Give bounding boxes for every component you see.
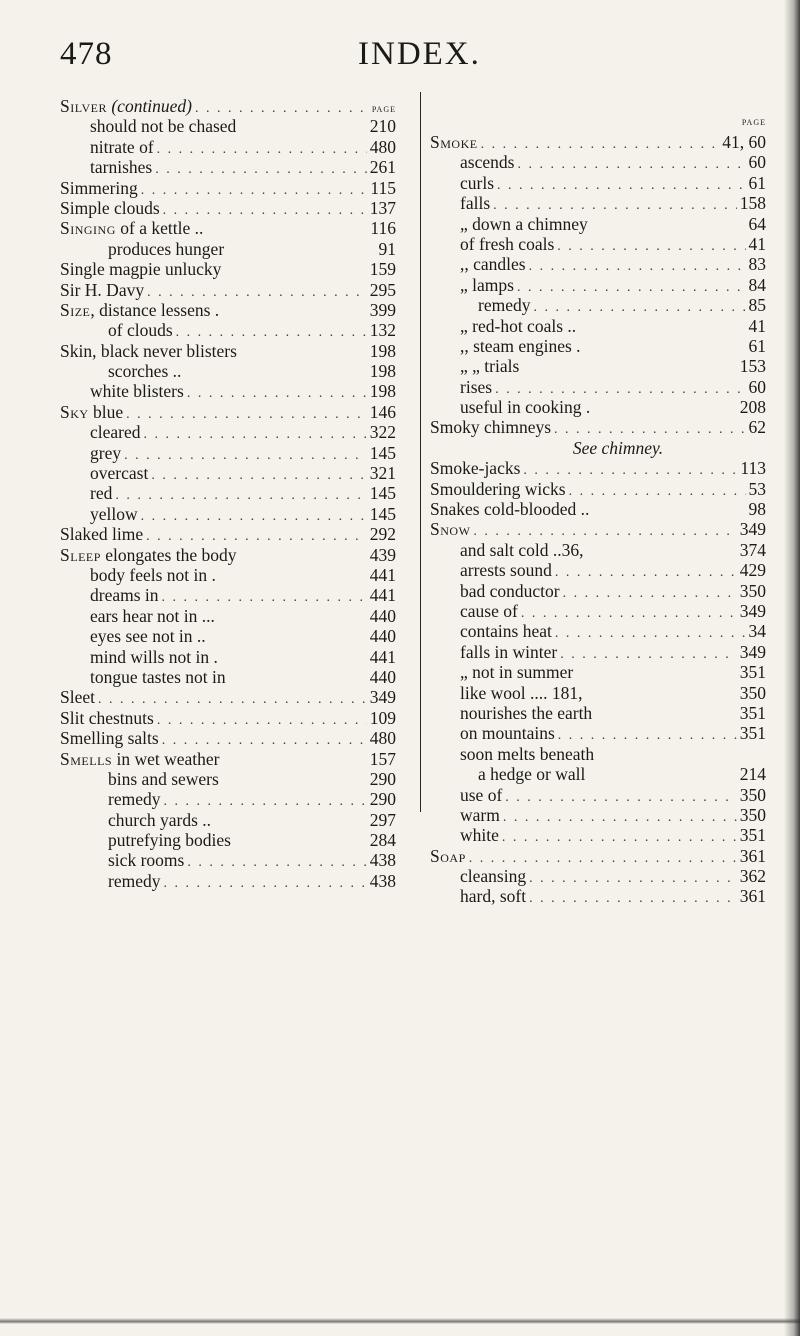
index-entry xyxy=(60,504,396,524)
entry-label: eyes see not in .. xyxy=(90,626,206,647)
index-entry xyxy=(430,581,766,601)
index-entry xyxy=(60,708,396,728)
index-entry xyxy=(430,805,766,825)
entry-label: nourishes the earth xyxy=(460,702,593,723)
index-entry xyxy=(60,830,396,850)
index-entry xyxy=(60,626,396,646)
page-ref: 214 xyxy=(739,764,766,785)
entry-label: hard, soft xyxy=(460,886,527,907)
page-ref: 361 xyxy=(739,845,766,866)
index-entry xyxy=(60,280,396,300)
page-ref: 145 xyxy=(369,442,396,463)
page-ref: 439 xyxy=(369,544,396,565)
dot-leader xyxy=(157,140,367,160)
page-ref: 351 xyxy=(739,702,766,723)
index-entry xyxy=(430,214,766,234)
dot-leader xyxy=(521,604,737,624)
index-entry xyxy=(430,173,766,193)
dot-leader xyxy=(502,828,737,848)
index-entry xyxy=(60,585,396,605)
page-ref: 440 xyxy=(369,605,396,626)
page-ref: 208 xyxy=(739,397,766,418)
index-entry xyxy=(60,96,396,116)
page-ref: 84 xyxy=(748,274,766,295)
index-entry xyxy=(60,687,396,707)
index-entry xyxy=(60,422,396,442)
page-ref: 198 xyxy=(369,381,396,402)
entry-label: tongue tastes not in xyxy=(90,666,226,687)
page-ref: 284 xyxy=(369,830,396,851)
page-ref: 61 xyxy=(748,172,766,193)
page-ref: 290 xyxy=(369,789,396,810)
dot-leader xyxy=(529,889,737,909)
entry-label: See chimney. xyxy=(572,437,664,458)
index-entry xyxy=(430,132,766,152)
entry-label: Silver (continued) xyxy=(60,96,193,116)
page-header xyxy=(0,36,800,80)
entry-label: cause of xyxy=(460,600,518,621)
dot-leader xyxy=(126,405,367,425)
index-entry xyxy=(60,259,396,279)
entry-label: ears hear not in ... xyxy=(90,605,215,626)
page-ref: 480 xyxy=(369,136,396,157)
page-ref: 438 xyxy=(369,870,396,891)
entry-label: Sleet xyxy=(60,687,95,708)
dot-leader xyxy=(529,869,737,889)
page-ref: 297 xyxy=(369,809,396,830)
dot-leader xyxy=(557,237,745,257)
entry-label: Skin, black never blisters xyxy=(60,340,237,361)
page-ref: 62 xyxy=(748,417,766,438)
entry-label: should not be chased xyxy=(90,116,237,137)
index-entry xyxy=(60,871,396,891)
index-entry xyxy=(430,723,766,743)
page-ref: 109 xyxy=(369,707,396,728)
page-ref: 374 xyxy=(739,539,766,560)
page-ref: 429 xyxy=(739,560,766,581)
index-entry xyxy=(430,744,766,764)
page-ref: 41 xyxy=(748,315,766,336)
entry-label: rises xyxy=(460,376,493,397)
page-ref: 350 xyxy=(739,682,766,703)
index-entry xyxy=(60,789,396,809)
index-entry xyxy=(60,545,396,565)
dot-leader xyxy=(560,645,737,665)
entry-label: warm xyxy=(460,804,500,825)
entry-label: Smoky chimneys xyxy=(430,417,552,438)
entry-label: cleansing xyxy=(460,866,527,887)
entry-label: Smoke-jacks xyxy=(430,458,521,479)
index-entry xyxy=(60,320,396,340)
index-entry xyxy=(430,540,766,560)
page-ref: page xyxy=(371,103,396,115)
page-ref: 157 xyxy=(369,748,396,769)
index-entry xyxy=(60,361,396,381)
page-ref: 153 xyxy=(739,356,766,377)
entry-label: bad conductor xyxy=(460,580,560,601)
entry-label: arrests sound xyxy=(460,560,552,581)
index-column-left xyxy=(60,96,396,891)
page-ref: 441 xyxy=(369,646,396,667)
index-entry xyxy=(430,662,766,682)
page-ref: 362 xyxy=(739,866,766,887)
dot-leader xyxy=(481,135,720,155)
page-ref: 322 xyxy=(369,422,396,443)
page-ref: 399 xyxy=(369,299,396,320)
index-entry xyxy=(60,300,396,320)
page-ref: 261 xyxy=(369,157,396,178)
entry-label: „ not in summer xyxy=(460,662,574,683)
dot-leader xyxy=(157,711,367,731)
index-entry xyxy=(60,810,396,830)
page-ref: 349 xyxy=(739,519,766,540)
column-divider xyxy=(420,92,421,812)
index-entry xyxy=(430,234,766,254)
dot-leader xyxy=(187,384,367,404)
page-ref: 115 xyxy=(370,177,396,198)
page-ref: 159 xyxy=(369,259,396,280)
dot-leader xyxy=(517,278,746,298)
index-entry xyxy=(60,218,396,238)
entry-label: tarnishes xyxy=(90,157,153,178)
index-entry xyxy=(60,647,396,667)
index-entry xyxy=(430,417,766,437)
page-ref: 113 xyxy=(740,458,766,479)
index-entry xyxy=(60,178,396,198)
dot-leader xyxy=(141,507,367,527)
entry-label: nitrate of xyxy=(90,136,154,157)
page-ref: 91 xyxy=(378,238,396,259)
page-ref: 34 xyxy=(748,621,766,642)
page-ref: 60 xyxy=(748,152,766,173)
page-ref: 53 xyxy=(748,478,766,499)
index-entry xyxy=(430,499,766,519)
entry-label: ascends xyxy=(460,152,515,173)
index-entry xyxy=(60,443,396,463)
index-entry xyxy=(430,601,766,621)
page-ref: 146 xyxy=(369,401,396,422)
entry-label: „ down a chimney xyxy=(460,213,588,234)
index-entry xyxy=(430,846,766,866)
entry-label: „ red-hot coals .. xyxy=(460,315,577,336)
index-entry xyxy=(430,458,766,478)
entry-label: on mountains xyxy=(460,723,555,744)
page-ref: 198 xyxy=(369,340,396,361)
index-entry xyxy=(430,397,766,417)
page-ref: 137 xyxy=(369,197,396,218)
column-head-page: page xyxy=(741,116,766,128)
entry-label: Smells in wet weather xyxy=(60,748,220,769)
entry-label: of clouds xyxy=(108,320,173,341)
entry-label: soon melts beneath xyxy=(460,743,595,764)
entry-label: „ „ trials xyxy=(460,356,520,377)
index-entry xyxy=(430,703,766,723)
page-ref: 41 xyxy=(748,233,766,254)
dot-leader xyxy=(505,788,736,808)
page-ref: 351 xyxy=(739,723,766,744)
dot-leader xyxy=(187,853,366,873)
page-bottom-edge xyxy=(0,1318,800,1324)
page-ref: 210 xyxy=(369,116,396,137)
entry-label: white blisters xyxy=(90,381,184,402)
entry-label: falls xyxy=(460,193,491,214)
entry-label: ,, candles xyxy=(460,254,526,275)
entry-label: use of xyxy=(460,784,503,805)
index-entry xyxy=(430,519,766,539)
see-also-entry xyxy=(430,438,766,458)
index-entry xyxy=(430,377,766,397)
entry-label: Smouldering wicks xyxy=(430,478,566,499)
page-ref: 440 xyxy=(369,626,396,647)
page-ref: 441 xyxy=(369,585,396,606)
page-ref: 350 xyxy=(739,580,766,601)
index-entry xyxy=(60,239,396,259)
entry-label: Smoke xyxy=(430,132,478,152)
index-entry xyxy=(430,560,766,580)
index-column-right xyxy=(430,112,766,907)
index-entry xyxy=(430,886,766,906)
entry-label: Soap xyxy=(430,845,466,866)
dot-leader xyxy=(503,808,737,828)
index-entry xyxy=(60,483,396,503)
page-ref: 132 xyxy=(369,320,396,341)
entry-label: ,, steam engines . xyxy=(460,335,581,356)
index-entry xyxy=(60,157,396,177)
entry-label: useful in cooking . xyxy=(460,397,591,418)
entry-label: remedy xyxy=(108,789,161,810)
page-ref: 60 xyxy=(748,376,766,397)
entry-label: grey xyxy=(90,442,122,463)
index-entry xyxy=(430,275,766,295)
page-ref: 349 xyxy=(369,687,396,708)
index-entry xyxy=(430,866,766,886)
dot-leader xyxy=(141,181,368,201)
dot-leader xyxy=(517,155,745,175)
page-edge-shadow xyxy=(784,0,800,1336)
entry-label: and salt cold ..36, xyxy=(460,539,584,560)
index-entry xyxy=(430,336,766,356)
entry-label: scorches .. xyxy=(108,361,182,382)
entry-label: Snow xyxy=(430,519,471,540)
dot-leader xyxy=(563,584,737,604)
index-entry xyxy=(430,621,766,641)
index-entry xyxy=(60,728,396,748)
index-entry xyxy=(430,193,766,213)
entry-label: Sky blue xyxy=(60,401,124,422)
entry-label: Simple clouds xyxy=(60,197,160,218)
entry-label: mind wills not in . xyxy=(90,646,218,667)
index-entry xyxy=(60,606,396,626)
dot-leader xyxy=(163,874,366,894)
entry-label: church yards .. xyxy=(108,809,212,830)
page-ref: 349 xyxy=(739,600,766,621)
index-entry xyxy=(430,785,766,805)
entry-label: dreams in xyxy=(90,585,159,606)
index-entry xyxy=(430,479,766,499)
entry-label: overcast xyxy=(90,463,149,484)
page-ref: 438 xyxy=(369,850,396,871)
page-ref: 349 xyxy=(739,641,766,662)
entry-label: Simmering xyxy=(60,177,138,198)
entry-label: Sleep elongates the body xyxy=(60,544,237,565)
dot-leader xyxy=(155,160,367,180)
index-entry xyxy=(430,254,766,274)
entry-label: yellow xyxy=(90,503,138,524)
dot-leader xyxy=(144,425,367,445)
page-ref: 64 xyxy=(748,213,766,234)
entry-label: Smelling salts xyxy=(60,728,159,749)
index-entry xyxy=(60,463,396,483)
index-entry xyxy=(430,295,766,315)
entry-label: red xyxy=(90,483,113,504)
entry-label: falls in winter xyxy=(460,641,558,662)
index-entry xyxy=(60,749,396,769)
index-entry xyxy=(60,850,396,870)
entry-label: body feels not in . xyxy=(90,564,216,585)
index-entry xyxy=(60,524,396,544)
page-ref: 361 xyxy=(739,886,766,907)
entry-label: Sir H. Davy xyxy=(60,279,145,300)
entry-label: Slaked lime xyxy=(60,524,144,545)
index-entry xyxy=(60,667,396,687)
dot-leader xyxy=(555,624,746,644)
entry-label: Snakes cold-blooded .. xyxy=(430,499,590,520)
dot-leader xyxy=(555,563,737,583)
entry-label: „ lamps xyxy=(460,274,514,295)
entry-label: Size, distance lessens . xyxy=(60,299,220,320)
index-entry xyxy=(430,316,766,336)
page-ref: 145 xyxy=(369,483,396,504)
page-ref: 350 xyxy=(739,804,766,825)
index-entry xyxy=(430,825,766,845)
page-ref: 83 xyxy=(748,254,766,275)
index-entry xyxy=(60,381,396,401)
page-ref: 292 xyxy=(369,524,396,545)
dot-leader xyxy=(529,257,746,277)
page-number: 478 xyxy=(60,36,113,72)
index-entry xyxy=(60,402,396,422)
index-entry xyxy=(60,565,396,585)
page-ref: 350 xyxy=(739,784,766,805)
entry-label: Singing of a kettle .. xyxy=(60,218,204,239)
entry-label: produces hunger xyxy=(108,238,225,259)
dot-leader xyxy=(497,176,745,196)
entry-label: remedy xyxy=(108,870,161,891)
index-entry xyxy=(430,356,766,376)
index-entry xyxy=(430,764,766,784)
index-entry xyxy=(430,683,766,703)
entry-label: a hedge or wall xyxy=(478,764,586,785)
entry-label: putrefying bodies xyxy=(108,830,231,851)
page-ref: 85 xyxy=(748,295,766,316)
index-entry xyxy=(60,198,396,218)
page-ref: 295 xyxy=(369,279,396,300)
entry-label: like wool .... 181, xyxy=(460,682,583,703)
running-title: INDEX. xyxy=(358,36,481,72)
index-entry xyxy=(60,116,396,136)
page-ref: 116 xyxy=(370,218,396,239)
dot-leader xyxy=(124,446,367,466)
entry-label: Slit chestnuts xyxy=(60,707,154,728)
entry-label: cleared xyxy=(90,422,141,443)
page-ref: 98 xyxy=(748,499,766,520)
index-entry xyxy=(60,137,396,157)
entry-label: contains heat xyxy=(460,621,552,642)
index-entry xyxy=(430,152,766,172)
entry-label: sick rooms xyxy=(108,850,185,871)
entry-label: bins and sewers xyxy=(108,768,219,789)
page-ref: 145 xyxy=(369,503,396,524)
index-entry xyxy=(60,769,396,789)
page-ref: 351 xyxy=(739,662,766,683)
page-ref: 440 xyxy=(369,666,396,687)
page-ref: 321 xyxy=(369,463,396,484)
dot-leader xyxy=(115,486,366,506)
entry-label: of fresh coals xyxy=(460,233,555,254)
index-entry xyxy=(60,341,396,361)
dot-leader xyxy=(569,482,746,502)
page-ref: 480 xyxy=(369,728,396,749)
page-ref: 158 xyxy=(739,193,766,214)
entry-label: curls xyxy=(460,172,495,193)
entry-label: white xyxy=(460,825,499,846)
index-entry xyxy=(430,642,766,662)
page-ref: 441 xyxy=(369,564,396,585)
page-ref: 61 xyxy=(748,335,766,356)
page-ref: 290 xyxy=(369,768,396,789)
page-ref: 351 xyxy=(739,825,766,846)
dot-leader xyxy=(151,466,366,486)
page-ref: 198 xyxy=(369,361,396,382)
entry-label: remedy xyxy=(478,295,531,316)
entry-label: Single magpie unlucky xyxy=(60,259,222,280)
page-ref: 41, 60 xyxy=(722,132,766,152)
